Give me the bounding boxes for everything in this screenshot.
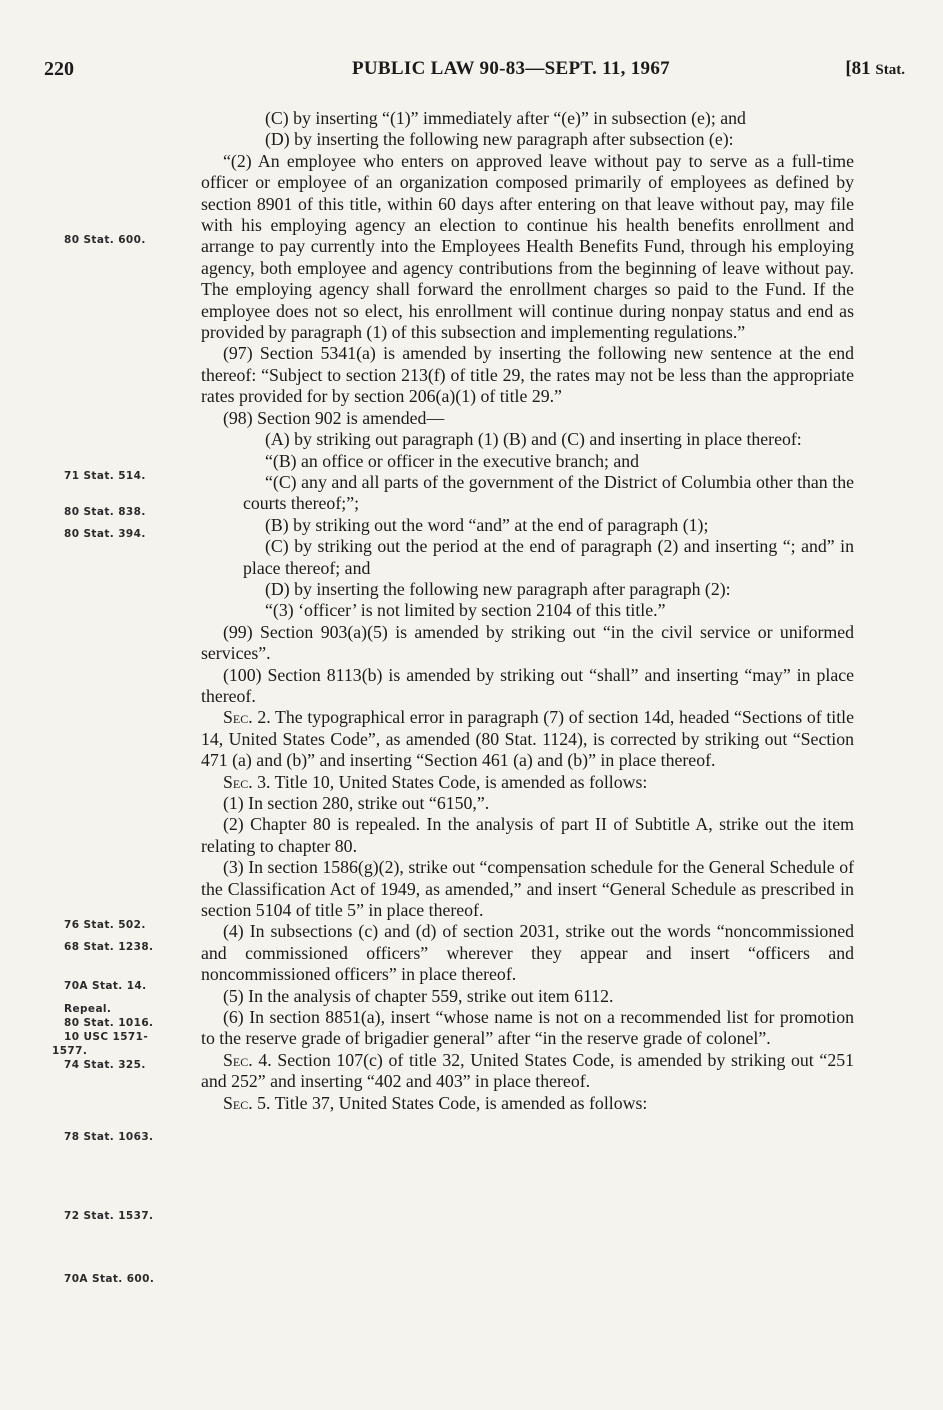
section-3-item-1: (1) In section 280, strike out “6150,”. <box>223 793 490 813</box>
section-3-item-4: (4) In subsections (c) and (d) of section 2031, strike out the words “noncommissioned and commissioned officers” wherever they appear and insert “officers and noncommissioned officers” in place thereof. <box>201 921 854 985</box>
paragraph-98: (98) Section 902 is amended— <box>223 407 445 428</box>
section-3-item-6: (6) In section 8851(a), insert “whose name is not on a recommended list for promotion to the reserve grade of brigadier general” after “in the reserve grade of colonel”. <box>201 1007 854 1049</box>
section-4-label: Sec. 4. <box>223 1049 272 1070</box>
quoted-paragraph-2: “(2) An employee who enters on approved leave without pay to serve as a full-time officer or employee of an organization composed primarily of employees as defined by section 8901 of this title, within 60 days after entering on that leave without pay, may file with his employing agency an election to continue his health benefits enrollment and arrange to pay currently into the Employees Health Benefits Fund, through his employing agency, both employee and agency contributions from the beginning of leave without pay. The employing agency shall forward the enrollment charges so paid to the Fund. If the employee does not so elect, his enrollment will continue during nonpay status and end as provided by paragraph (1) of this subsection and implementing regulations.” <box>201 150 854 343</box>
stat-suffix: Stat. <box>875 62 905 78</box>
section-5-text: Title 37, United States Code, is amended as follows: <box>274 1092 648 1113</box>
margin-note: 80 Stat. 1016. <box>64 1017 154 1029</box>
margin-note: 1577. <box>52 1045 88 1057</box>
section-4-text: Section 107(c) of title 32, United States Code, is amended by striking out “251 and 252” and inserting “402 and 403” in place thereof. <box>201 1049 855 1092</box>
statute-body <box>201 108 854 1114</box>
stat-prefix: [81 <box>845 58 876 79</box>
paragraph-d: (D) by inserting the following new paragraph after subsection (e): <box>265 129 734 150</box>
section-5-label: Sec. 5. <box>223 1092 271 1113</box>
statute-volume <box>845 58 905 80</box>
section-5 <box>201 1093 854 1114</box>
paragraph-98-c: (C) by striking out the period at the end of paragraph (2) and inserting “; and” in place thereof; and <box>243 536 854 578</box>
margin-note: 74 Stat. 325. <box>64 1059 146 1071</box>
paragraph-98-d: (D) by inserting the following new paragraph after paragraph (2): <box>265 578 731 599</box>
paragraph-99: (99) Section 903(a)(5) is amended by striking out “in the civil service or uniformed services”. <box>201 621 854 664</box>
quoted-3: “(3) ‘officer’ is not limited by section 2104 of this title.” <box>265 600 666 621</box>
running-title: PUBLIC LAW 90-83—SEPT. 11, 1967 <box>352 58 670 79</box>
quoted-c: “(C) any and all parts of the government of the District of Columbia other than the courts thereof;”; <box>243 471 854 514</box>
margin-note: 80 Stat. 838. <box>64 506 146 518</box>
margin-note: 10 USC 1571- <box>64 1031 149 1043</box>
section-3-text: Title 10, United States Code, is amended as follows: <box>274 771 648 792</box>
section-3 <box>201 772 854 793</box>
section-3-item-2: (2) Chapter 80 is repealed. In the analysis of part II of Subtitle A, strike out the item relating to chapter 80. <box>201 814 854 856</box>
margin-note: 76 Stat. 502. <box>64 919 146 931</box>
margin-note: 80 Stat. 600. <box>64 234 146 246</box>
section-3-label: Sec. 3. <box>223 771 271 792</box>
paragraph-c: (C) by inserting “(1)” immediately after “(e)” in subsection (e); and <box>265 108 746 128</box>
section-3-item-3: (3) In section 1586(g)(2), strike out “compensation schedule for the General Schedule of the Classification Act of 1949, as amended,” and insert “General Schedule as prescribed in section 5104 of title 5” in place thereof. <box>201 857 854 921</box>
section-3-item-5: (5) In the analysis of chapter 559, strike out item 6112. <box>223 985 614 1006</box>
margin-note: 80 Stat. 394. <box>64 528 146 540</box>
section-4 <box>201 1050 854 1093</box>
paragraph-100: (100) Section 8113(b) is amended by striking out “shall” and inserting “may” in place thereof. <box>201 664 854 706</box>
page-number: 220 <box>44 58 74 80</box>
margin-note: Repeal. <box>64 1003 112 1015</box>
paragraph-98-b: (B) by striking out the word “and” at the end of paragraph (1); <box>265 514 709 535</box>
section-2-text: The typographical error in paragraph (7) of section 14d, headed “Sections of title 14, United States Code”, as amended (80 Stat. 1124), is corrected by striking out “Section 471 (a) and (b)” and inserting “Section 461 (a) and (b)” in place thereof. <box>201 707 855 771</box>
margin-notes <box>0 0 190 1410</box>
section-2-label: Sec. 2. <box>223 707 271 728</box>
margin-note: 71 Stat. 514. <box>64 470 146 482</box>
margin-note: 68 Stat. 1238. <box>64 941 154 953</box>
margin-note: 78 Stat. 1063. <box>64 1131 154 1143</box>
paragraph-98-a: (A) by striking out paragraph (1) (B) and (C) and inserting in place thereof: <box>265 429 802 450</box>
quoted-b: “(B) an office or officer in the executive branch; and <box>265 450 640 471</box>
margin-note: 72 Stat. 1537. <box>64 1210 154 1222</box>
section-2 <box>201 707 854 771</box>
paragraph-97: (97) Section 5341(a) is amended by inserting the following new sentence at the end thereof: “Subject to section 213(f) of title 29, the rates may not be less than the appropriate rates provided for by section 206(a)(1) of title 29.” <box>201 343 854 407</box>
margin-note: 70A Stat. 600. <box>64 1273 155 1285</box>
margin-note: 70A Stat. 14. <box>64 980 147 992</box>
